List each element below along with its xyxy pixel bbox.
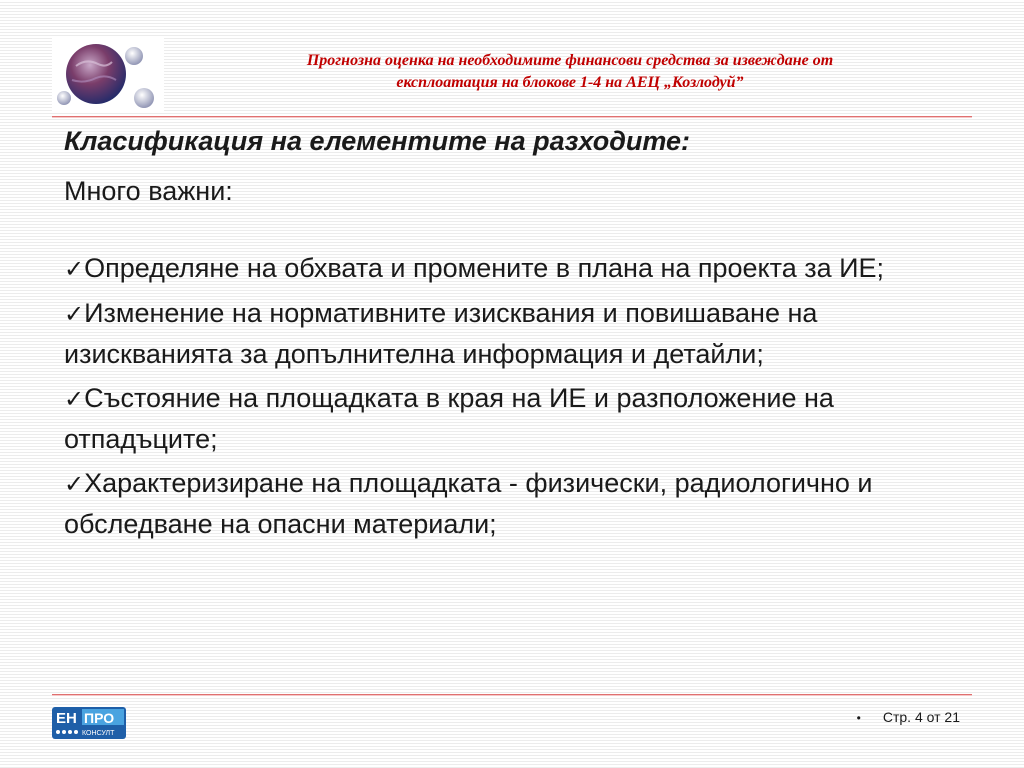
- checklist-item: [64, 463, 944, 544]
- checklist-item-text: Изменение на нормативните изисквания и повишаване на изискванията за допълнителна информация и детайли;: [64, 298, 818, 369]
- presentation-title: [200, 50, 940, 94]
- checkmark-icon: ✓: [64, 385, 85, 413]
- header-divider: [52, 116, 972, 118]
- checkmark-icon: ✓: [64, 470, 85, 498]
- globe-logo-icon: [52, 36, 164, 112]
- logo-text-konsult: КОНСУЛТ: [82, 730, 115, 737]
- enpro-logo: [52, 707, 126, 739]
- checklist-item: [64, 293, 944, 374]
- checkmark-icon: ✓: [64, 255, 85, 283]
- checklist: [64, 248, 944, 548]
- checklist-item-text: Състояние на площадката в края на ИЕ и разположение на отпадъците;: [64, 383, 834, 454]
- page-indicator: [857, 709, 960, 725]
- checkmark-icon: ✓: [64, 300, 85, 328]
- logo-text-pro: ПРО: [84, 710, 115, 726]
- checklist-item-text: Характеризиране на площадката - физически, радиологично и обследване на опасни материали;: [64, 468, 873, 539]
- logo-text-en: ЕН: [56, 710, 77, 727]
- page-number: Стр. 4 от 21: [882, 709, 960, 725]
- header-logo: [52, 36, 164, 112]
- slide-subheading: Много важни:: [64, 176, 233, 206]
- title-line-2: експлоатация на блокове 1-4 на АЕЦ „Козлодуй”: [396, 74, 744, 91]
- title-line-1: Прогнозна оценка на необходимите финансови средства за извеждане от: [306, 52, 834, 69]
- checklist-item-text: Определяне на обхвата и промените в плана на проекта за ИЕ;: [84, 253, 885, 283]
- slide-heading: Класификация на елементите на разходите:: [64, 126, 691, 156]
- checklist-item: [64, 378, 944, 459]
- bullet-icon: •: [856, 711, 861, 725]
- checklist-item: [64, 248, 944, 289]
- footer-divider: [52, 694, 972, 696]
